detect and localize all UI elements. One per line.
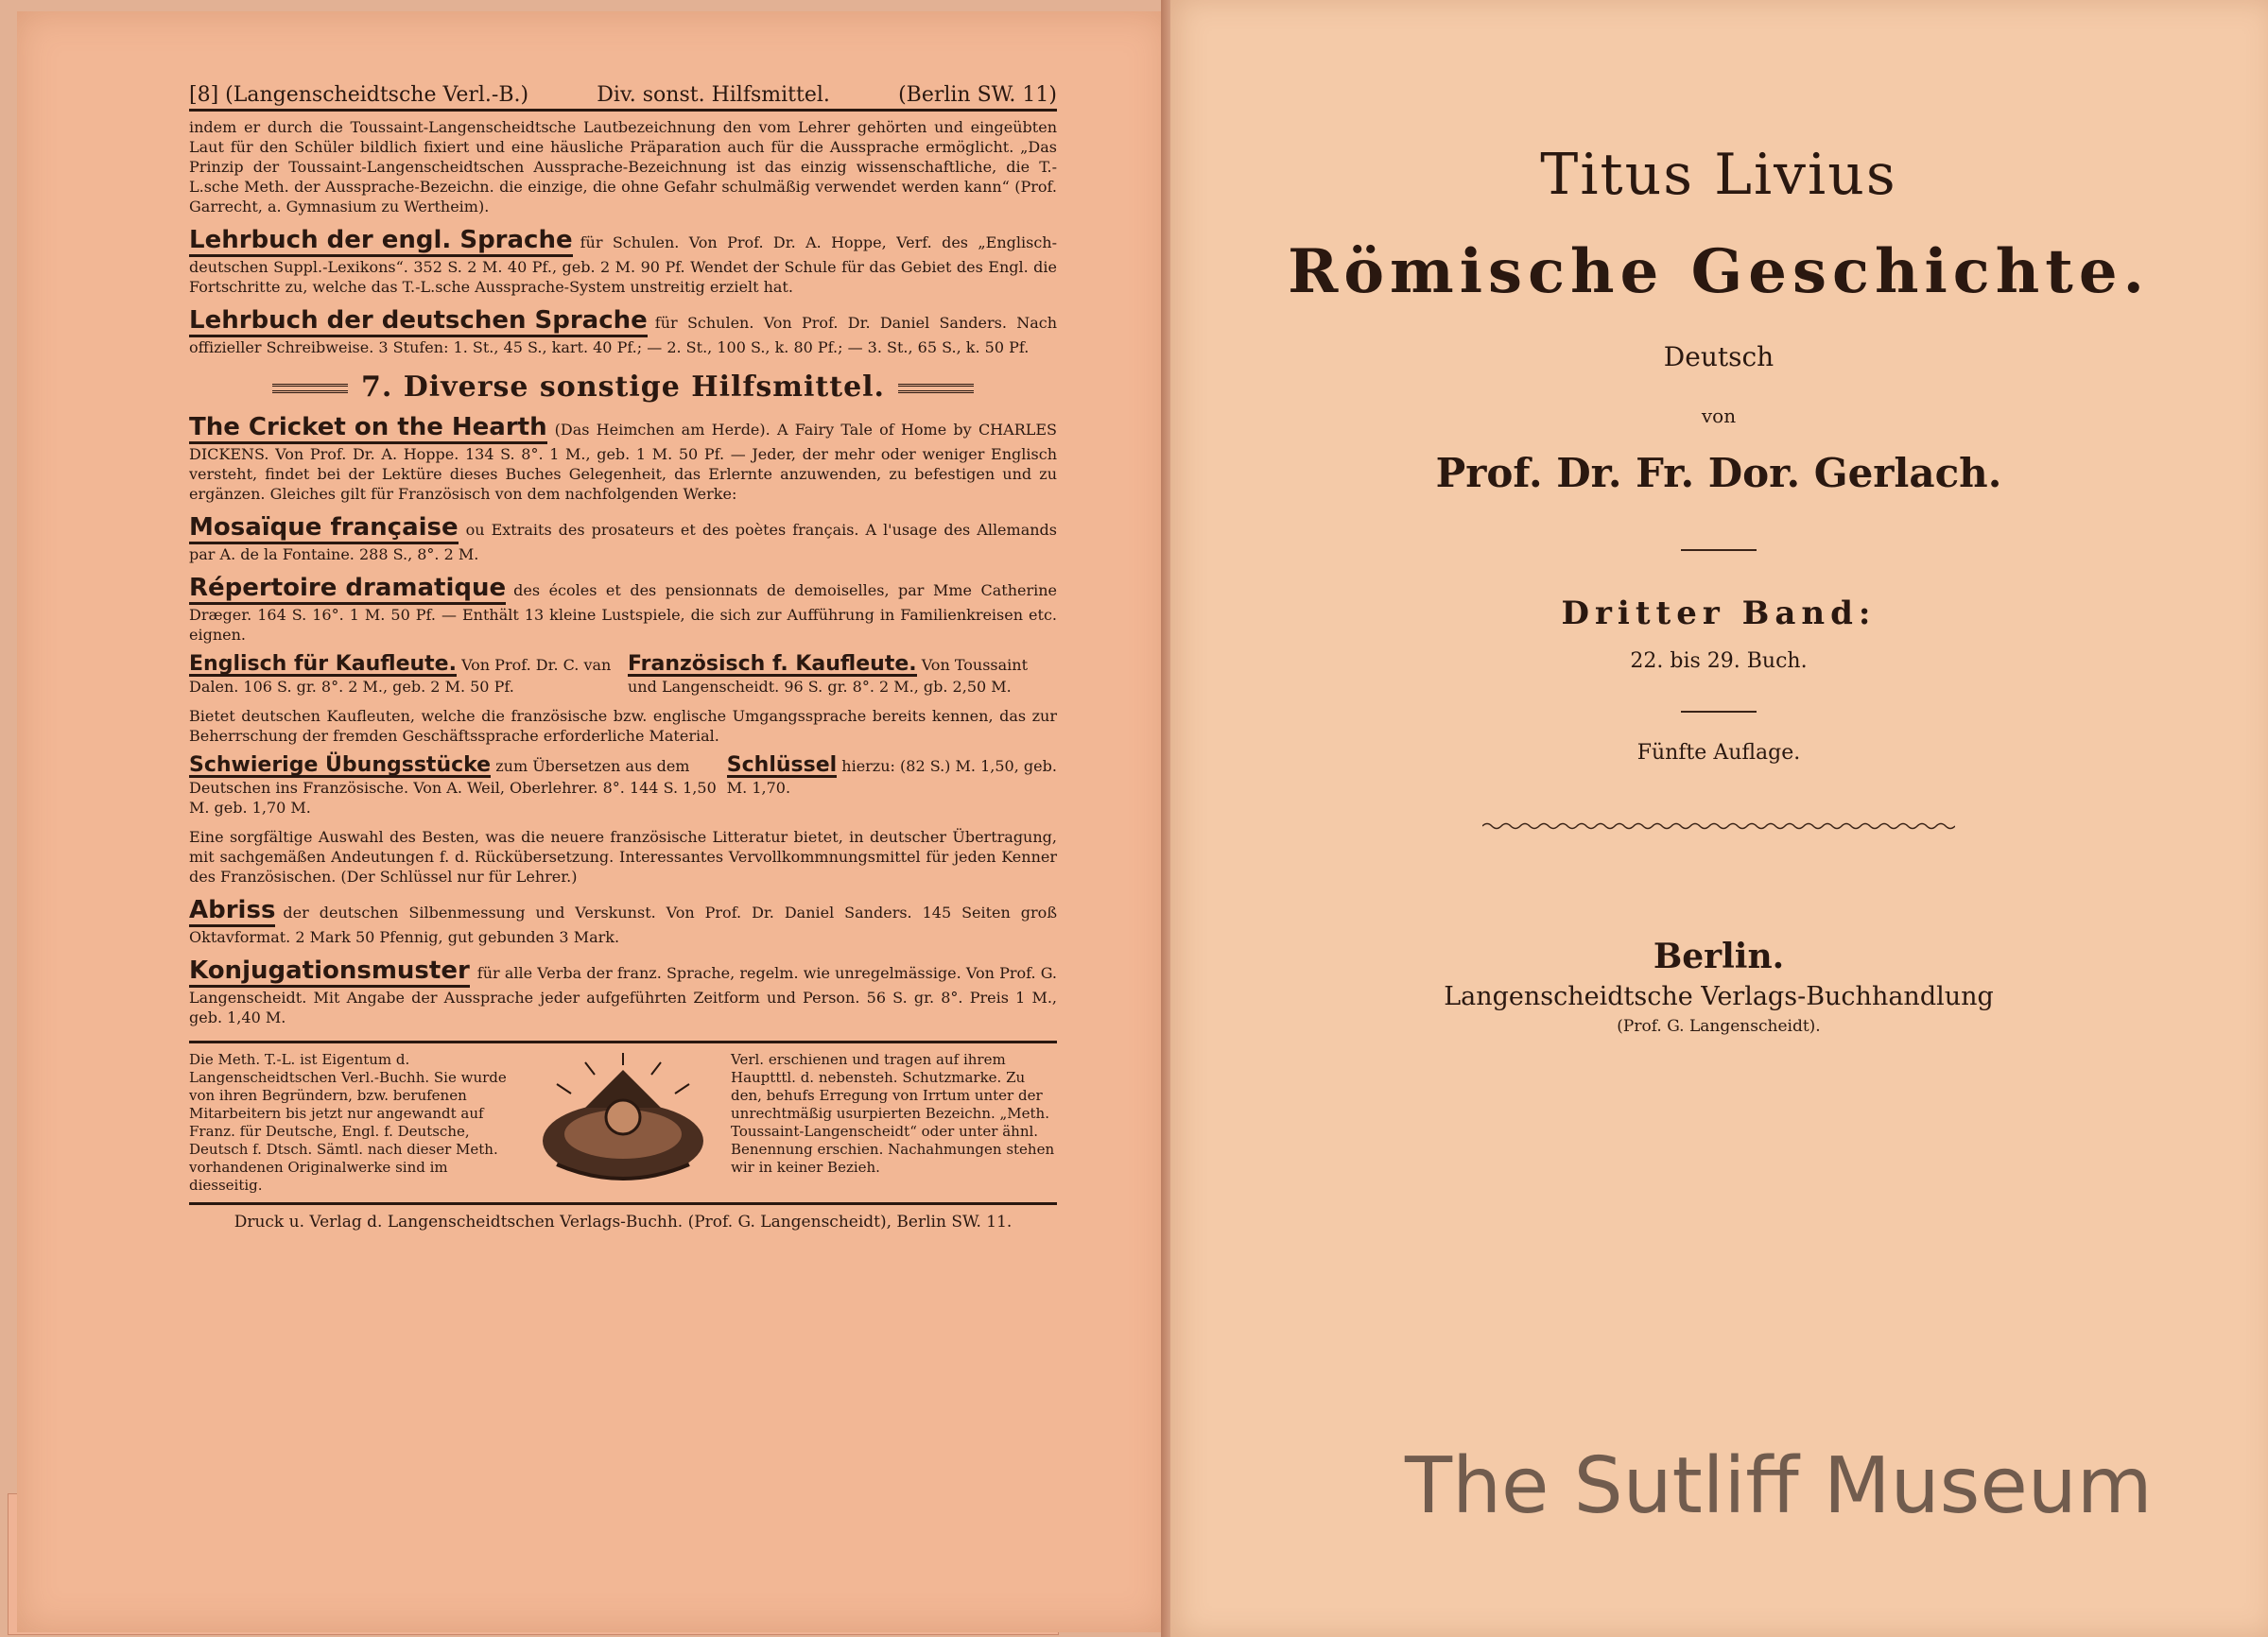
trademark-text-left: Die Meth. T.-L. ist Eigentum d. Langenscheidtschen Verl.-Buchh. Sie wurde von ihren Begründern, bzw. berufenen Mitarbeitern bis jetzt nur angewandt auf Franz. für Deutsche, Engl. f. Deutsche, Deutsch f. Dtsch. Sämtl. nach dieser Meth. vorhandenen Originalwerke sind im diesseitig. <box>189 1051 507 1194</box>
entry-text: Von Toussaint und Langenscheidt. 96 S. gr. 8°. 2 M., gb. 2,50 M. <box>628 656 1029 696</box>
entry-franzoesisch-kaufleute <box>628 654 1057 697</box>
entry-title: Mosaïque française <box>189 513 459 544</box>
header-publisher: (Langenscheidtsche Verl.-B.) <box>225 83 529 107</box>
book-title: Römische Geschichte. <box>1288 236 2150 307</box>
entry-konjugation <box>189 956 1057 1027</box>
entry-mosaique <box>189 513 1057 564</box>
section-heading <box>189 370 1057 404</box>
entry-text: Von Prof. Dr. C. van Dalen. 106 S. gr. 8°. 2 M., geb. 2 M. 50 Pf. <box>189 656 612 696</box>
wavy-rule-icon <box>1482 819 1955 833</box>
publisher-name: Langenscheidtsche Verlags-Buchhandlung <box>1444 982 1994 1011</box>
entry-cricket <box>189 413 1057 504</box>
entry-title: Konjugationsmuster <box>189 956 470 988</box>
entry-title: Abriss <box>189 896 275 927</box>
entry-text: (Das Heimchen am Herde). A Fairy Tale of Home by CHARLES DICKENS. Von Prof. Dr. A. Hoppe. 134 S. 8°. 1 M., geb. 1 M. 50 Pf. — Jeder, der mehr oder weniger Englisch versteht, findet bei der Lektüre dieses Buches Gelegenheit, das Erlernte anzuwenden, zu befestigen und zu ergänzen. Gleiches gilt für Französisch von dem nachfolgenden Werke: <box>189 421 1057 503</box>
entry-deutsch-lehrbuch <box>189 306 1057 357</box>
publisher-note: (Prof. G. Langenscheidt). <box>1617 1017 1821 1036</box>
entry-text: der deutschen Silbenmessung und Verskunst. Von Prof. Dr. Daniel Sanders. 145 Seiten groß Oktavformat. 2 Mark 50 Pfennig, gut gebunden 3 Mark. <box>189 904 1057 946</box>
header-section: Div. sonst. Hilfsmittel. <box>597 83 830 107</box>
books-range: 22. bis 29. Buch. <box>1630 649 1808 673</box>
entry-text: ou Extraits des prosateurs et des poètes français. A l'usage des Allemands par A. de la Fontaine. 288 S., 8°. 2 M. <box>189 521 1057 563</box>
page-number: [8] <box>189 83 219 107</box>
ornament-rule <box>272 384 348 393</box>
volume-label: Dritter Band: <box>1561 594 1877 632</box>
divider <box>1681 711 1757 713</box>
entry-title: Lehrbuch der deutschen Sprache <box>189 306 648 337</box>
entry-title: Englisch für Kaufleute. <box>189 652 457 676</box>
entry-engl-lehrbuch <box>189 226 1057 297</box>
entry-schluessel <box>727 755 1057 818</box>
running-header <box>189 83 1057 112</box>
printer-imprint: Druck u. Verlag d. Langenscheidtschen Verlags-Buchh. (Prof. G. Langenscheidt), Berlin SW. 11. <box>234 1213 1013 1232</box>
kaufleute-note: Bietet deutschen Kaufleuten, welche die französische bzw. englische Umgangssprache bereits kennen, das zur Beherrschung der fremden Geschäftssprache erforderliche Material. <box>189 707 1057 745</box>
entry-title: The Cricket on the Hearth <box>189 413 547 444</box>
entry-uebungsstuecke <box>189 755 718 818</box>
publication-city: Berlin. <box>1653 937 1785 976</box>
entry-text: hierzu: (82 S.) M. 1,50, geb. M. 1,70. <box>726 757 1057 797</box>
header-place: (Berlin SW. 11) <box>898 83 1057 107</box>
entry-text: zum Übersetzen aus dem Deutschen ins Französische. Von A. Weil, Oberlehrer. 8°. 144 S. 1,50 M. geb. 1,70 M. <box>189 757 717 817</box>
entry-title: Französisch f. Kaufleute. <box>628 652 917 676</box>
by-line: von <box>1701 405 1737 427</box>
trademark-notice <box>189 1041 1057 1205</box>
section-title: 7. Diverse sonstige Hilfsmittel. <box>361 370 885 404</box>
entry-title: Lehrbuch der engl. Sprache <box>189 226 573 257</box>
language-line: Deutsch <box>1663 341 1775 372</box>
trademark-text-right: Verl. erschienen und tragen auf ihrem Hauptttl. d. nebensteh. Schutzmarke. Zu den, behufs Erregung von Irrtum unter der unrechtmäßig usurpierten Bezeichn. „Meth. Toussaint-Langenscheidt“ oder unter ähnl. Benennung erschien. Nachahmungen stehen wir in keiner Bezieh. <box>731 1051 1055 1176</box>
kaufleute-columns <box>189 654 1057 697</box>
entry-englisch-kaufleute <box>189 654 618 697</box>
divider <box>1681 549 1757 551</box>
entry-text: des écoles et des pensionnats de demoiselles, par Mme Catherine Dræger. 164 S. 16°. 1 M. 50 Pf. — Enthält 13 kleine Lustspiele, die sich zur Aufführung in Familienkreisen etc. eignen. <box>189 581 1057 644</box>
entry-repertoire <box>189 574 1057 645</box>
entry-abriss <box>189 896 1057 947</box>
entry-title: Répertoire dramatique <box>189 574 506 605</box>
edition-line: Fünfte Auflage. <box>1636 741 1801 765</box>
museum-watermark: The Sutliff Museum <box>1405 1441 2153 1531</box>
entry-title: Schlüssel <box>726 753 838 777</box>
trademark-emblem-icon <box>528 1051 718 1193</box>
entry-text: für Schulen. Von Prof. Dr. A. Hoppe, Verf. des „Englisch-deutschen Suppl.-Lexikons“. 352 S. 2 M. 40 Pf., geb. 2 M. 90 Pf. Wendet der Schule für das Gebiet des Engl. die Fortschritte zu, welche das T.-L.sche Aussprache-System unstreitig erzielt hat. <box>189 233 1057 296</box>
entry-text: für alle Verba der franz. Sprache, regelm. wie unregelmässige. Von Prof. G. Langenscheidt. Mit Angabe der Aussprache jeder aufgeführten Zeitform und Person. 56 S. gr. 8°. Preis 1 M., geb. 1,40 M. <box>189 964 1057 1026</box>
author-name: Titus Livius <box>1540 142 1897 208</box>
entry-title: Schwierige Übungsstücke <box>189 753 492 777</box>
uebungsstuecke-note: Eine sorgfältige Auswahl des Besten, was die neuere französische Litteratur bietet, in deutscher Übertragung, mit sachgemäßen Andeutungen f. d. Rückübersetzung. Interessantes Vervollkommnungsmittel für jeden Kenner des Französischen. (Der Schlüssel nur für Lehrer.) <box>189 828 1057 886</box>
title-page <box>1218 142 2220 1036</box>
translator-name: Prof. Dr. Fr. Dor. Gerlach. <box>1435 450 2002 496</box>
intro-paragraph: indem er durch die Toussaint-Langenscheidtsche Lautbezeichnung den vom Lehrer gehörten und eingeübten Laut für den Schüler bildlich fixiert und eine häusliche Präparation auch für die Aussprache ermöglicht. „Das Prinzip der Toussaint-Langenscheidtschen Aussprache-Bezeichnung ist das einzig wissenschaftliche, die T.-L.sche Meth. der Aussprache-Bezeichn. die einzige, die ohne Gefahr schulmäßig verwendet werden kann“ (Prof. Garrecht, a. Gymnasium zu Wertheim). <box>189 118 1057 215</box>
ornament-rule <box>898 384 974 393</box>
uebungsstuecke-columns <box>189 755 1057 818</box>
left-page-content <box>189 83 1057 1232</box>
entry-text: für Schulen. Von Prof. Dr. Daniel Sanders. Nach offizieller Schreibweise. 3 Stufen: 1. St., 45 S., kart. 40 Pf.; — 2. St., 100 S., k. 80 Pf.; — 3. St., 65 S., k. 50 Pf. <box>189 314 1057 356</box>
